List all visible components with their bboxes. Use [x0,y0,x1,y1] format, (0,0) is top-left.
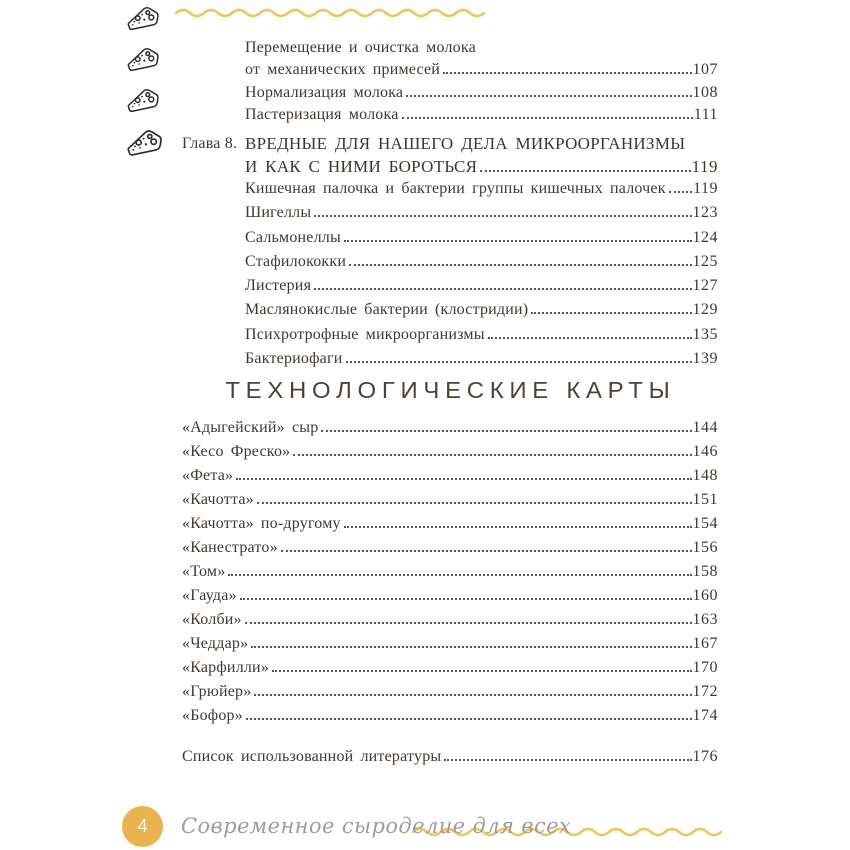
toc-entry [182,489,718,513]
dot-leader [254,694,691,696]
toc-entry-page-number: 163 [692,611,718,628]
dot-leader [257,502,692,504]
toc-entry-line [182,609,718,633]
toc-entry [245,133,718,178]
toc-entry-title: «Том» [182,563,226,580]
chapter-number-label: Глава 8. [182,135,238,152]
toc-entry [182,633,718,657]
toc-entry-line [245,324,718,348]
toc-entry-line [245,37,718,59]
toc-entry-line [245,104,718,126]
toc-entry-title: Сальмонеллы [245,228,341,246]
toc-entry-line [182,585,718,609]
toc-entry-title: «Бофор» [182,707,243,724]
toc-entry-title: Перемещение и очистка молока [245,39,476,56]
toc-entry-line [182,489,718,513]
dot-leader [251,646,691,648]
toc-entry-line [182,633,718,657]
toc-entry-page-number: 124 [692,228,718,246]
toc-entry-line [182,417,718,441]
toc-entry [182,513,718,537]
toc-entry [182,609,718,633]
toc-entry-page-number: 125 [692,252,718,270]
toc-entry-title: «Качотта» [182,491,254,508]
toc-entry-line [182,513,718,537]
toc-entry-page-number: 176 [692,748,718,765]
toc-entry-page-number: 127 [692,277,718,295]
dot-leader [245,622,692,624]
dot-leader [240,598,692,600]
toc-entry-page-number: 123 [692,204,718,222]
toc-entry-line [182,441,718,465]
toc-entry-page-number: 151 [692,491,718,508]
toc-entry-title: Бактериофаги [245,350,343,368]
toc-group-milk-prep [182,37,718,127]
toc-entry-title: Маслянокислые бактерии (клостридии) [245,301,529,319]
dot-leader [402,117,693,119]
toc-entry-line [245,348,718,372]
toc-entry [182,705,718,729]
toc-entry [245,275,718,299]
toc-entry-page-number: 158 [692,563,718,580]
toc-entry-page-number: 139 [692,350,718,368]
toc-entry-line [182,537,718,561]
dot-leader [669,191,692,193]
toc-entry-page-number: 135 [692,325,718,343]
toc-entry-page-number: 172 [692,683,718,700]
toc-entry-line [182,681,718,705]
toc-entry-line [245,178,718,202]
toc-entry [182,561,718,585]
wavy-rule-top [175,5,485,21]
dot-leader [349,264,691,266]
dot-leader [228,574,691,576]
dot-leader [314,288,691,290]
toc-entry [245,324,718,348]
toc-entry-title: ВРЕДНЫЕ ДЛЯ НАШЕГО ДЕЛА МИКРООРГАНИЗМЫ [245,134,686,153]
toc-entry-page-number: 160 [692,587,718,604]
toc-entry-title: «Кесо Фреско» [182,443,291,460]
dot-leader [443,72,691,74]
page-number: 4 [137,816,148,836]
toc-entry-page-number: 107 [692,61,718,79]
toc-entry-title: «Качотта» по-другому [182,515,341,532]
toc-entry-title: Нормализация молока [245,83,404,101]
toc-entry-line [182,465,718,489]
toc-entry [182,681,718,705]
toc-entry-page-number: 119 [691,156,718,176]
page-number-badge [122,806,163,847]
cheese-wedge-icon [124,128,165,159]
toc-entry-page-number: 129 [692,301,718,319]
dot-leader [488,337,692,339]
dot-leader [281,550,692,552]
dot-leader [246,718,692,720]
toc-entry-title: «Колби» [182,611,242,628]
dot-leader [344,526,692,528]
toc-entry-page-number: 174 [692,707,718,724]
chapter-title [245,133,718,178]
dot-leader [531,312,691,314]
running-footer-book-title: Современное сыроделие для всех [181,814,572,838]
toc-entry-title: от механических примесей [245,61,441,79]
toc-entry-title: Листерия [245,277,312,295]
toc-entry [245,178,718,202]
toc-entry-title: «Адыгейский» сыр [182,419,319,436]
toc-entry-title: Список использованной литературы [182,748,442,765]
dot-leader [344,240,692,242]
dot-leader [346,361,692,363]
toc-entry [182,465,718,489]
toc-entry-page-number: 167 [692,635,718,652]
toc-entry [182,441,718,465]
toc-entry [245,202,718,226]
cheese-wedge-icon [124,87,162,115]
toc-bibliography [182,746,718,770]
dot-leader [406,95,691,97]
toc-entry-line [182,746,718,770]
toc-entry [245,82,718,104]
toc-entry-title: Шигеллы [245,204,312,222]
dot-leader [321,430,691,432]
toc-entry-line [245,82,718,104]
cheese-wedge-icon [124,46,162,74]
toc-entry-page-number: 111 [693,106,718,124]
toc-entry [182,657,718,681]
toc-entry-page-number: 154 [692,515,718,532]
toc-entry-line [245,202,718,226]
toc-entry-line [245,251,718,275]
toc-entry-line [245,299,718,323]
toc-entry [245,104,718,126]
toc-entry-line [182,561,718,585]
toc-entry-page-number: 144 [692,419,718,436]
toc-entry-page-number: 119 [693,180,718,197]
dot-leader [236,478,691,480]
toc-entry-title: «Гауда» [182,587,237,604]
toc-entry [182,585,718,609]
toc-entry-title: «Канестрато» [182,539,278,556]
toc-entry-page-number: 170 [692,659,718,676]
toc-entry [245,348,718,372]
toc-entry-line [182,657,718,681]
toc-entry-title: Пастеризация молока [245,106,399,124]
dot-leader [314,215,691,217]
dot-leader [480,170,690,172]
toc-entry [182,417,718,441]
toc-group-chapter-8-entries [182,178,718,372]
toc-entry-page-number: 146 [692,443,718,460]
dot-leader [444,759,691,761]
section-heading-wrap [182,377,718,404]
toc-entry-line [245,156,718,179]
toc-entry-title: «Чеддар» [182,635,249,652]
toc-entry-title: Психротрофные микроорганизмы [245,325,485,343]
toc-entry [245,251,718,275]
toc-entry [245,299,718,323]
toc-entry [182,537,718,561]
toc-entry-title: Стафилококки [245,252,347,270]
cheese-wedge-icon [124,5,162,33]
dot-leader [293,454,691,456]
toc-entry-line [245,227,718,251]
section-heading: ТЕХНОЛОГИЧЕСКИЕ КАРТЫ [224,377,676,403]
toc-entry-line [245,275,718,299]
toc-chapter-8 [182,133,718,178]
toc-entry-title: «Грюйер» [182,683,252,700]
toc-entry-page-number: 148 [692,467,718,484]
toc-entry-page-number: 108 [692,83,718,101]
dot-leader [272,670,691,672]
toc-entry-title: Кишечная палочка и бактерии группы кишечных палочек [245,180,666,197]
toc-entry [182,746,718,770]
toc-group-tech-cards [182,417,718,729]
toc-entry-line [245,59,718,81]
toc-entry-line [182,705,718,729]
toc-entry-title: «Карфилли» [182,659,270,676]
toc-entry [245,37,718,82]
toc-entry-page-number: 156 [692,539,718,556]
toc-entry-title: «Фета» [182,467,234,484]
toc-entry-title: И КАК С НИМИ БОРОТЬСЯ [245,156,478,176]
toc-entry-line [245,133,718,156]
toc-entry [245,227,718,251]
